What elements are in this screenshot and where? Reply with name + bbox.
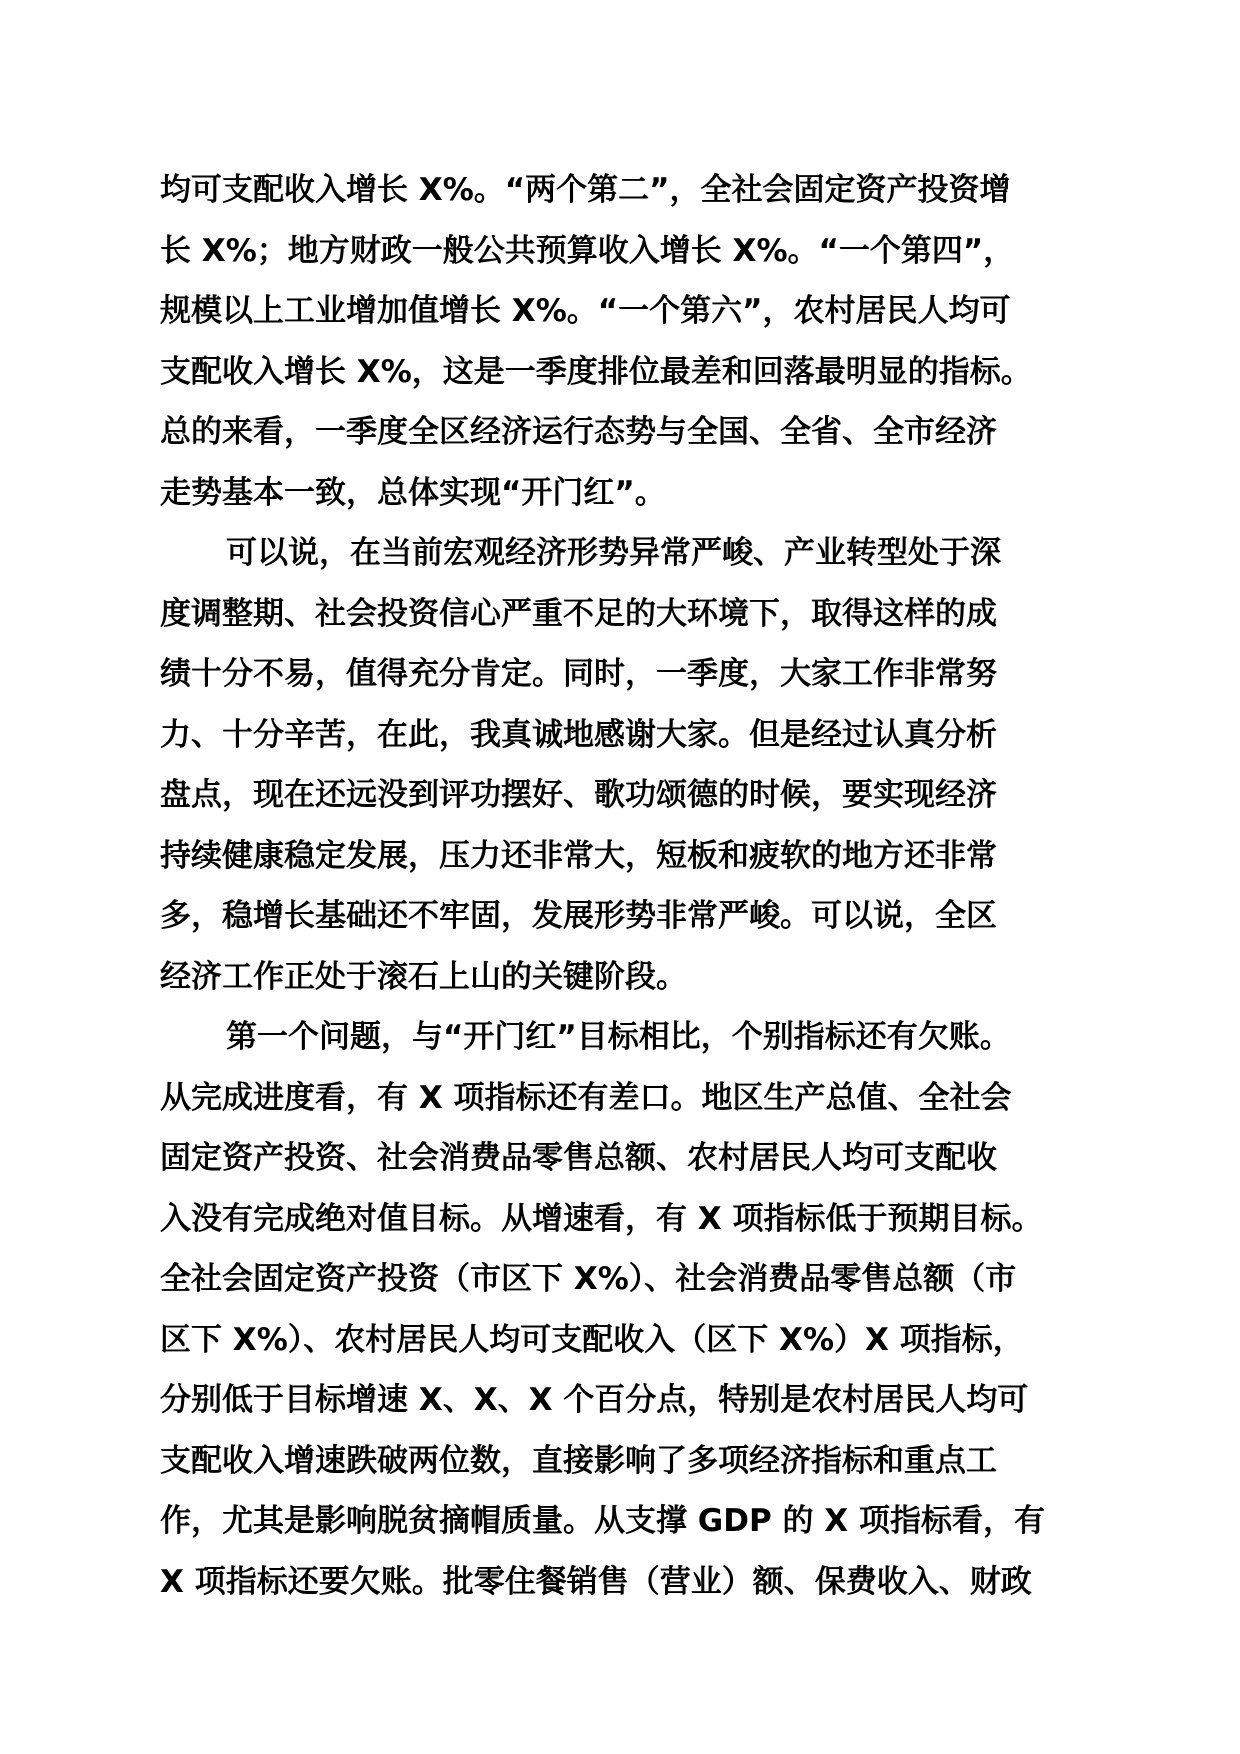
text-line: 持续健康稳定发展，压力还非常大，短板和疲软的地方还非常 [160, 837, 997, 874]
text-line: 走势基本一致，总体实现“开门红”。 [160, 474, 666, 511]
text-line: 固定资产投资、社会消费品零售总额、农村居民人均可支配收 [160, 1140, 997, 1176]
text-line: 均可支配收入增长 X%。“两个第二”，全社会固定资产投资增 [160, 172, 1011, 208]
text-line: 总的来看，一季度全区经济运行态势与全国、全省、全市经济 [160, 414, 997, 450]
text-line: 全社会固定资产投资（市区下 X%）、社会消费品零售总额（市 [160, 1261, 1017, 1297]
text-line: 长 X%；地方财政一般公共预算收入增长 X%。“一个第四”， [160, 232, 1015, 269]
text-line: 支配收入增速跌破两位数，直接影响了多项经济指标和重点工 [160, 1442, 997, 1479]
text-line: 区下 X%）、农村居民人均可支配收入（区下 X%）X 项指标， [160, 1321, 1024, 1358]
text-line: 力、十分辛苦，在此，我真诚地感谢大家。但是经过认真分析 [160, 716, 997, 753]
text-line: 度调整期、社会投资信心严重不足的大环境下，取得这样的成 [160, 595, 997, 632]
text-line: 入没有完成绝对值目标。从增速看，有 X 项指标低于预期目标。 [160, 1200, 1043, 1237]
text-line: 经济工作正处于滚石上山的关键阶段。 [160, 958, 687, 995]
text-line: 作，尤其是影响脱贫摘帽质量。从支撑 GDP 的 X 项指标看，有 [160, 1503, 1045, 1539]
text-line: 规模以上工业增加值增长 X%。“一个第六”，农村居民人均可 [160, 293, 1011, 329]
text-line: 多，稳增长基础还不牢固，发展形势非常严峻。可以说，全区 [160, 898, 997, 934]
text-line: 分别低于目标增速 X、X、X 个百分点，特别是农村居民人均可 [160, 1382, 1029, 1418]
paragraph-start-line: 可以说，在当前宏观经济形势异常严峻、产业转型处于深 [226, 535, 1001, 571]
text-line: 支配收入增长 X%，这是一季度排位最差和回落最明显的指标。 [160, 353, 1032, 390]
text-line: 从完成进度看，有 X 项指标还有差口。地区生产总值、全社会 [160, 1079, 1012, 1116]
text-line: 盘点，现在还远没到评功摆好、歌功颂德的时候，要实现经济 [160, 777, 997, 813]
text-line: 绩十分不易，值得充分肯定。同时，一季度，大家工作非常努 [160, 656, 997, 692]
paragraph-start-line: 第一个问题，与“开门红”目标相比，个别指标还有欠账。 [226, 1019, 1011, 1055]
document-body [160, 160, 1100, 1612]
text-line: X 项指标还要欠账。批零住餐销售（营业）额、保费收入、财政 [160, 1563, 1032, 1600]
